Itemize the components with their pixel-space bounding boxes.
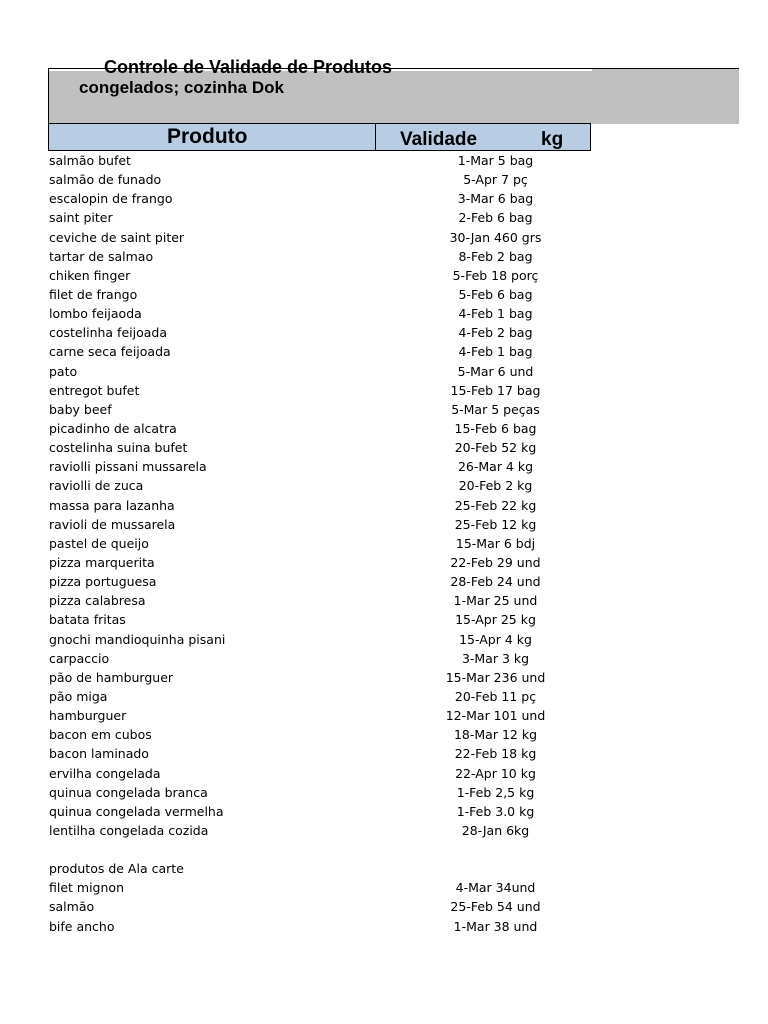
product-name: pastel de queijo — [49, 535, 149, 551]
product-name: massa para lazanha — [49, 497, 175, 513]
product-name: lentilha congelada cozida — [49, 822, 209, 838]
product-validity: 15-Feb 6 bag — [454, 420, 537, 436]
product-validity: 20-Feb 52 kg — [454, 440, 537, 456]
table-row — [48, 572, 608, 591]
product-name: bacon em cubos — [49, 727, 152, 743]
table-row — [48, 362, 608, 381]
table-row — [48, 438, 608, 457]
table-row — [48, 534, 608, 553]
product-name: baby beef — [49, 401, 112, 417]
product-validity: 20-Feb 11 pç — [454, 688, 537, 704]
table-row — [48, 630, 608, 649]
table-row — [48, 649, 608, 668]
product-validity: 5-Feb 6 bag — [458, 286, 533, 302]
product-validity: 5-Feb 18 porç — [452, 267, 539, 283]
table-row — [48, 725, 608, 744]
product-name: pizza portuguesa — [49, 574, 157, 590]
product-validity: 25-Feb 12 kg — [454, 516, 537, 532]
table-row — [48, 304, 608, 323]
product-name: carpaccio — [49, 650, 110, 666]
product-validity: 3-Mar 3 kg — [461, 650, 530, 666]
table-row — [48, 917, 608, 936]
product-validity: 1-Mar 5 bag — [457, 153, 534, 168]
product-name: entregot bufet — [49, 382, 140, 398]
product-validity: 22-Feb 18 kg — [454, 746, 537, 762]
product-name: pizza marquerita — [49, 554, 155, 570]
product-name: chiken finger — [49, 267, 131, 283]
table-row — [48, 821, 608, 840]
product-name: salmão — [49, 899, 95, 915]
product-name: ceviche de saint piter — [49, 229, 185, 245]
product-validity: 22-Apr 10 kg — [455, 765, 536, 781]
table-row — [48, 553, 608, 572]
title-line-2: congelados; cozinha Dok — [79, 78, 284, 97]
product-name: filet mignon — [49, 880, 124, 896]
product-validity: 1-Mar 38 und — [453, 918, 538, 934]
product-name: tartar de salmao — [49, 248, 154, 264]
product-name: pizza calabresa — [49, 593, 146, 609]
product-name: salmão bufet — [49, 153, 131, 168]
table-row — [48, 151, 608, 170]
product-validity: 26-Mar 4 kg — [457, 459, 534, 475]
product-name: gnochi mandioquinha pisani — [49, 631, 226, 647]
product-validity: 1-Feb 3.0 kg — [456, 803, 535, 819]
spacer-row — [48, 840, 608, 859]
product-name: quinua congelada branca — [49, 784, 208, 800]
product-list — [48, 151, 608, 936]
table-row — [48, 476, 608, 495]
product-validity: 20-Feb 2 kg — [458, 478, 533, 494]
product-validity: 4-Feb 1 bag — [458, 306, 533, 322]
table-row — [48, 323, 608, 342]
product-validity: 18-Mar 12 kg — [453, 727, 538, 743]
product-name: bife ancho — [49, 918, 115, 934]
product-name: pato — [49, 363, 78, 379]
product-validity: 5-Mar 6 und — [457, 363, 534, 379]
product-validity: 1-Feb 2,5 kg — [456, 784, 535, 800]
product-validity: 4-Mar 34und — [455, 880, 536, 896]
product-name: raviolli de zuca — [49, 478, 144, 494]
product-name: hamburguer — [49, 708, 127, 724]
title-box — [48, 57, 739, 124]
table-header — [48, 123, 591, 151]
table-row — [48, 400, 608, 419]
table-row — [48, 170, 608, 189]
table-row — [48, 381, 608, 400]
product-validity: 4-Feb 1 bag — [458, 344, 533, 360]
header-produto: Produto — [167, 125, 248, 148]
product-name: ravioli de mussarela — [49, 516, 176, 532]
product-name: quinua congelada vermelha — [49, 803, 224, 819]
table-row — [48, 189, 608, 208]
product-validity: 15-Apr 4 kg — [459, 631, 532, 647]
product-validity: 25-Feb 54 und — [450, 899, 541, 915]
product-name: carne seca feijoada — [49, 344, 171, 360]
product-validity: 30-Jan 460 grs — [449, 229, 542, 245]
product-name: bacon laminado — [49, 746, 149, 762]
table-row — [48, 419, 608, 438]
table-row — [48, 515, 608, 534]
table-row — [48, 764, 608, 783]
product-name: batata fritas — [49, 612, 126, 628]
table-row — [48, 878, 608, 897]
table-row — [48, 783, 608, 802]
table-row — [48, 687, 608, 706]
product-name: lombo feijaoda — [49, 306, 142, 322]
table-row — [48, 228, 608, 247]
product-validity: 1-Mar 25 und — [453, 593, 538, 609]
product-validity: 28-Feb 24 und — [450, 574, 541, 590]
table-row — [48, 897, 608, 916]
product-validity: 4-Feb 2 bag — [458, 325, 533, 341]
product-validity: 15-Mar 236 und — [445, 669, 546, 685]
table-row — [48, 457, 608, 476]
table-row — [48, 706, 608, 725]
product-name: filet de frango — [49, 286, 138, 302]
section-heading: produtos de Ala carte — [49, 861, 184, 877]
table-row — [48, 668, 608, 687]
product-name: costelinha feijoada — [49, 325, 167, 341]
header-validade: Validade — [400, 129, 478, 150]
table-row — [48, 496, 608, 515]
product-name: salmão de funado — [49, 172, 162, 188]
product-validity: 28-Jan 6kg — [461, 822, 530, 838]
table-row — [48, 802, 608, 821]
product-validity: 22-Feb 29 und — [450, 554, 541, 570]
product-name: saint piter — [49, 210, 113, 226]
product-name: costelinha suina bufet — [49, 440, 188, 456]
table-row — [48, 266, 608, 285]
product-validity: 5-Mar 5 peças — [451, 401, 540, 417]
product-name: escalopin de frango — [49, 191, 173, 207]
table-row — [48, 591, 608, 610]
product-name: pão miga — [49, 688, 108, 704]
product-validity: 15-Apr 25 kg — [455, 612, 536, 628]
product-validity: 12-Mar 101 und — [445, 708, 546, 724]
table-row — [48, 208, 608, 227]
table-row — [48, 744, 608, 763]
table-row — [48, 610, 608, 629]
section-heading-row — [48, 859, 608, 878]
header-kg: kg — [541, 129, 564, 150]
table-row — [48, 342, 608, 361]
product-name: pão de hamburguer — [49, 669, 174, 685]
table-row — [48, 247, 608, 266]
product-validity: 8-Feb 2 bag — [458, 248, 533, 264]
product-name: picadinho de alcatra — [49, 420, 177, 436]
table-row — [48, 285, 608, 304]
product-validity: 15-Feb 17 bag — [450, 382, 541, 398]
product-name: raviolli pissani mussarela — [49, 459, 207, 475]
title-line-1: Controle de Validade de Produtos — [104, 57, 393, 77]
product-name: ervilha congelada — [49, 765, 161, 781]
product-validity: 5-Apr 7 pç — [463, 172, 528, 188]
product-validity: 15-Mar 6 bdj — [455, 535, 536, 551]
product-validity: 25-Feb 22 kg — [454, 497, 537, 513]
product-validity: 2-Feb 6 bag — [458, 210, 533, 226]
header-divider — [375, 124, 376, 150]
product-validity: 3-Mar 6 bag — [457, 191, 534, 207]
